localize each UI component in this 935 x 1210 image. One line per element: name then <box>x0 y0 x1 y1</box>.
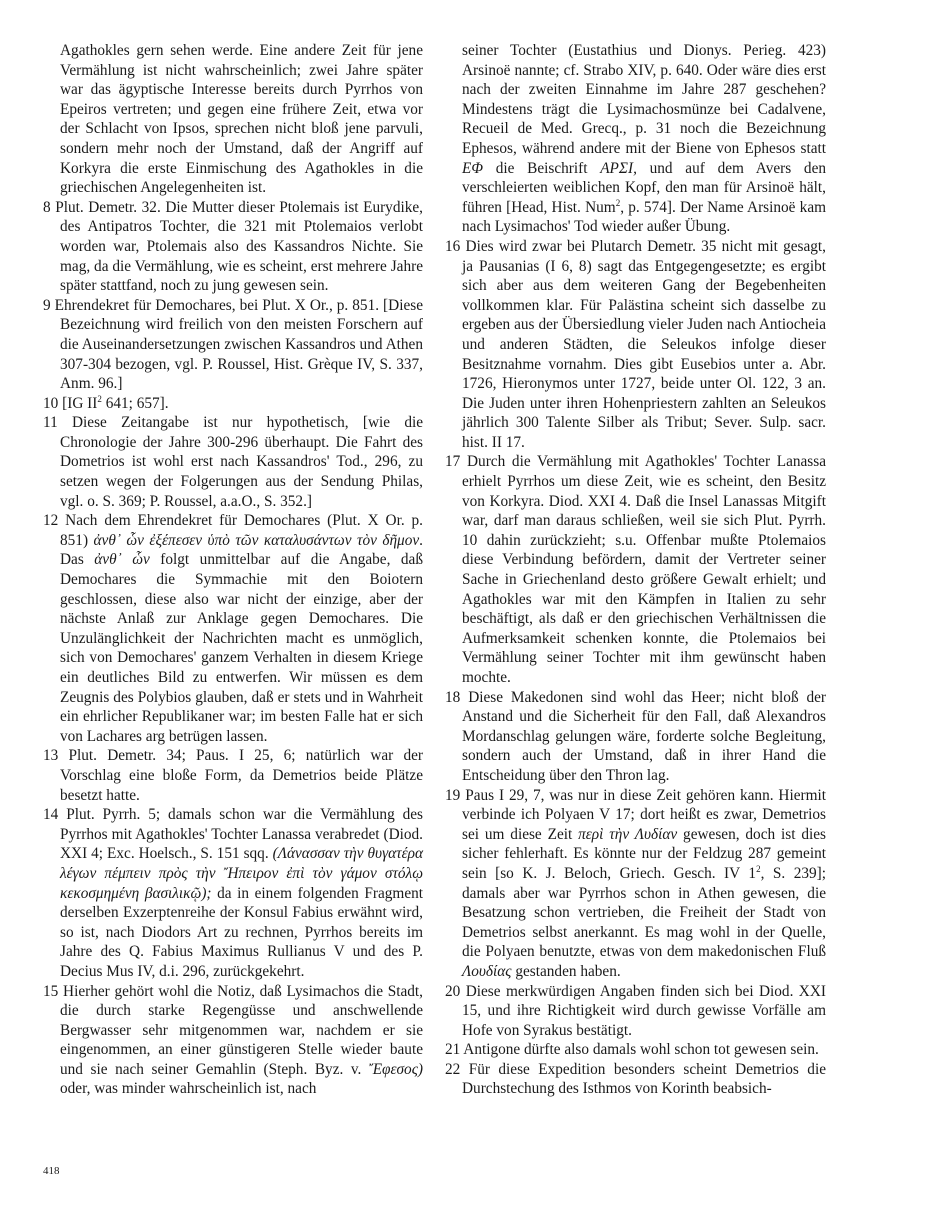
footnote-number: 12 <box>43 512 59 530</box>
greek-quote: περὶ τὴν Λυδίαν <box>578 825 678 843</box>
footnote-18: 18 Diese Makedonen sind wohl das Heer; nicht bloß der Anstand und die Sicherheit für den Fall, daß Alexandros Mordanschlag gelungen wäre, forderte solche Begleitung, sondern auch der Umstand, daß in ihrer Hand die Entscheidung über den Thron lag. <box>445 688 827 784</box>
footnote-10: 10 [IG $II^2$ 641; 657]. <box>43 393 169 412</box>
footnote-continuation: Agathokles gern sehen werde. Eine andere Zeit für jene Vermählung ist nicht wahrscheinlich; zwei Jahre später war das ägyptische Interesse bereits durch Pyrrhos von Epeiros vertreten; und gegen eine frühere Zeit, etwa vor der Schlacht von Ipsos, sprechen nicht bloß jene parvuli, sondern mehr noch der Umstand, daß der Angriff auf Korkyra die erste Einmischung des Agathokles in die griechischen Angelegenheiten ist. <box>60 42 423 197</box>
footnote-number: 8 <box>43 198 51 216</box>
footnote-21: 21 Antigone dürfte also damals wohl schon tot gewesen sein. <box>445 1041 819 1059</box>
footnote-20: 20 Diese merkwürdigen Angaben finden sich bei Diod. XXI 15, und ihre Richtigkeit wird durch gewisse Vorfälle am Hofe von Syrakus bestätigt. <box>445 982 826 1039</box>
footnote-13: 13 Plut. Demetr. 34; Paus. I 25, 6; natürlich war der Vorschlag eine bloße Form, da Demetrios beide Plätze besetzt hatte. <box>43 747 423 804</box>
page-number: 418 <box>43 1165 60 1177</box>
footnote-number: 15 <box>43 982 59 1000</box>
left-column <box>43 41 423 1099</box>
greek-quote: Ἔφεσος) <box>368 1060 423 1078</box>
greek-quote: Λουδίας <box>462 962 512 980</box>
footnote-11: 11 Diese Zeitangabe ist nur hypothetisch, [wie die Chronologie der Jahre 300-296 überhaupt. Die Fahrt des Dometrios ist wohl erst nach Kassandros' Tod., 296, zu setzen wegen der Folgerungen aus der Sendung Philas, vgl. o. S. 369; P. Roussel, a.a.O., S. 352.] <box>43 414 424 510</box>
footnote-number: 13 <box>43 747 59 765</box>
greek-quote: ἀνθ᾽ ὧν <box>94 551 150 569</box>
footnote-15: 15 Hierher gehört wohl die Notiz, daß Lysimachos die Stadt, die durch starke Regengüsse und anschwellende Bergwasser sehr mitgenommen war, nachdem er sie eingenommen, an einer günstigeren Stelle wieder baute und sie nach seiner Gemahlin (Steph. Byz. v. Ἔφεσος) oder, was minder wahrscheinlich ist, nach <box>43 982 423 1098</box>
footnote-number: 9 <box>43 296 51 314</box>
greek-quote: ΕΦ <box>462 159 483 177</box>
footnote-22: 22 Für diese Expedition besonders scheint Demetrios die Durchstechung des Isthmos von Korinth beabsich- <box>445 1060 826 1098</box>
footnote-number: 21 <box>445 1041 461 1059</box>
footnote-14: 14 Plut. Pyrrh. 5; damals schon war die Vermählung des Pyrrhos mit Agathokles' Tochter Lanassa verabredet (Diod. XXI 4; Exc. Hoelsch., S. 151 sqq. (Λάνασσαν τὴν θυγατέρα λέγων πέμπειν πρὸς τὴν Ἤπειρον ἐπὶ τὸν γάμον στόλῳ κεκοσμημένη βασιλικῷ); da in einem folgenden Fragment derselben Exzerptenreihe der Konsul Fabius erwähnt wird, so ist, nach Diodors Art zu rechnen, Pyrrhos bereits im Jahre des Q. Fabius Maximus Rullianus V und des P. Decius Mus IV, d.i. 296, zurückgekehrt. <box>43 806 424 980</box>
right-column <box>445 41 826 1099</box>
footnote-continuation: seiner Tochter (Eustathius und Dionys. Perieg. 423) Arsinoë nannte; cf. Strabo XIV, p. 640. Oder wäre dies erst nach der zweiten Einnahme im Jahre 287 geschehen? Mindestens trägt die Lysimachosmünze bei Cadalvene, Recueil de Med. Grecq., p. 31 noch die Bezeichnung Ephesos, während andere mit der Biene von Ephesos statt ΕΦ die Beischrift ΑΡΣΙ, und auf dem Avers den verschleierten weiblichen Kopf, den man für Arsinoë hält, führen [Head, Hist. Num$^2$, p. 574]. Der Name Arsinoë kam nach Lysimachos' Tod wieder außer Übung. <box>462 42 827 236</box>
greek-quote: ἀνθ᾽ ὧν ἐξέπεσεν ὑπὸ τῶν καταλυσάντων τὸν δῆμον <box>93 531 420 549</box>
footnote-number: 19 <box>445 786 461 804</box>
footnote-number: 17 <box>445 453 461 471</box>
footnote-number: 18 <box>445 688 461 706</box>
footnote-number: 20 <box>445 982 461 1000</box>
footnote-17: 17 Durch die Vermählung mit Agathokles' Tochter Lanassa erhielt Pyrrhos um diese Zeit, wie es scheint, den Besitz von Korkyra. Diod. XXI 4. Daß die Insel Lanassas Mitgift war, darf man daraus schließen, weil sie sich Plut. Pyrrh. 10 dahin zurückzieht; s.u. Offenbar mußte Ptolemaios diese Verbindung befördern, damit der Vertreter seiner Sache in Griechenland desto größere Gewalt erhielt; und Agathokles war mit den Kämpfen in Italien zu sehr beschäftigt, als daß er den griechischen Verhältnissen die Aufmerksamkeit schenken konnte, die Ptolemaios bei Vermählung seiner Tochter mit ihm gewünscht haben mochte. <box>445 453 827 686</box>
footnote-number: 16 <box>445 237 461 255</box>
footnote-number: 22 <box>445 1060 461 1078</box>
footnote-16: 16 Dies wird zwar bei Plutarch Demetr. 35 nicht mit gesagt, ja Pausanias (I 6, 8) sagt das Entgegengesetzte; es ergibt sich aber aus dem weiteren Gang der Begebenheiten vollkommen klar. Für Palästina scheint sich dasselbe zu ergeben aus der Übersiedlung vieler Juden nach Antiocheia und anderen Städten, die Seleukos infolge dieser Besitznahme vornahm. Dies gibt Eusebios unter a. Abr. 1726, Hieronymos unter 1727, beide unter Ol. 122, 3 an. Die Juden unter ihren Hohenpriestern zahlten an Seleukos jährlich 300 Talente Silber als Tribut; Sever. Sulp. sacr. hist. II 17. <box>445 237 827 451</box>
footnote-number: 10 <box>43 394 59 412</box>
greek-quote: ΑΡΣΙ, <box>600 159 637 177</box>
footnote-19: 19 Paus I 29, 7, was nur in diese Zeit gehören kann. Hiermit verbinde ich Polyaen V 17; dort heißt es zwar, Demetrios sei um diese Zeit περὶ τὴν Λυδίαν gewesen, doch ist dies sicher fehlerhaft. Es könnte nur der Feldzug 287 gemeint sein [so K. J. Beloch, Griech. Gesch. IV $1^2$, S. 239]; damals aber war Pyrrhos schon in Athen gewesen, die Besatzung schon vertrieben, die Freiheit der Stadt von Demetrios selbst anerkannt. Es mag wohl in der Quelle, die Polyaen benutzte, etwas von dem makedonischen Fluß Λουδίας gestanden haben. <box>445 786 827 980</box>
footnote-8: 8 Plut. Demetr. 32. Die Mutter dieser Ptolemais ist Eurydike, des Antipatros Tochter, die 321 mit Ptolemaios verlobt worden war, Ptolemais also des Kassandros Nichte. Sie mag, da die Vermählung, wie es scheint, erst mehrere Jahre später stattfand, noch zu jung gewesen sein. <box>43 198 423 295</box>
footnote-number: 11 <box>43 414 58 432</box>
footnote-9: 9 Ehrendekret für Demochares, bei Plut. X Or., p. 851. [Diese Bezeichnung wird freilich von den meisten Forschern auf die Auseinandersetzungen zwischen Kassandros und Athen 307-304 bezogen, vgl. P. Roussel, Hist. Grèque IV, S. 337, Anm. 96.] <box>43 296 423 393</box>
footnote-number: 14 <box>43 806 59 824</box>
greek-quote: (Λάνασσαν τὴν θυγατέρα λέγων πέμπειν πρὸς τὴν Ἤπειρον ἐπὶ τὸν γάμον στόλῳ κεκοσμημένη βασιλικῷ); <box>60 845 423 902</box>
footnote-12: 12 Nach dem Ehrendekret für Demochares (Plut. X Or. p. 851) ἀνθ᾽ ὧν ἐξέπεσεν ὑπὸ τῶν καταλυσάντων τὸν δῆμον. Das ἀνθ᾽ ὧν folgt unmittelbar auf die Angabe, daß Demochares die Symmachie mit den Boiotern geschlossen, diese also war nicht der einzige, aber der nächste Anlaß zur Anklage gegen Demochares. Die Unzulänglichkeit der Nachrichten macht es unmöglich, sich von Demochares' ganzem Verhalten in diesem Kriege ein deutliches Bild zu entwerfen. Wir müssen es dem Zeugnis des Polybios glauben, daß er stets und in Wahrheit ein ehrlicher Republikaner war; im besten Falle hat er sich von Lachares arg betrügen lassen. <box>43 512 423 745</box>
